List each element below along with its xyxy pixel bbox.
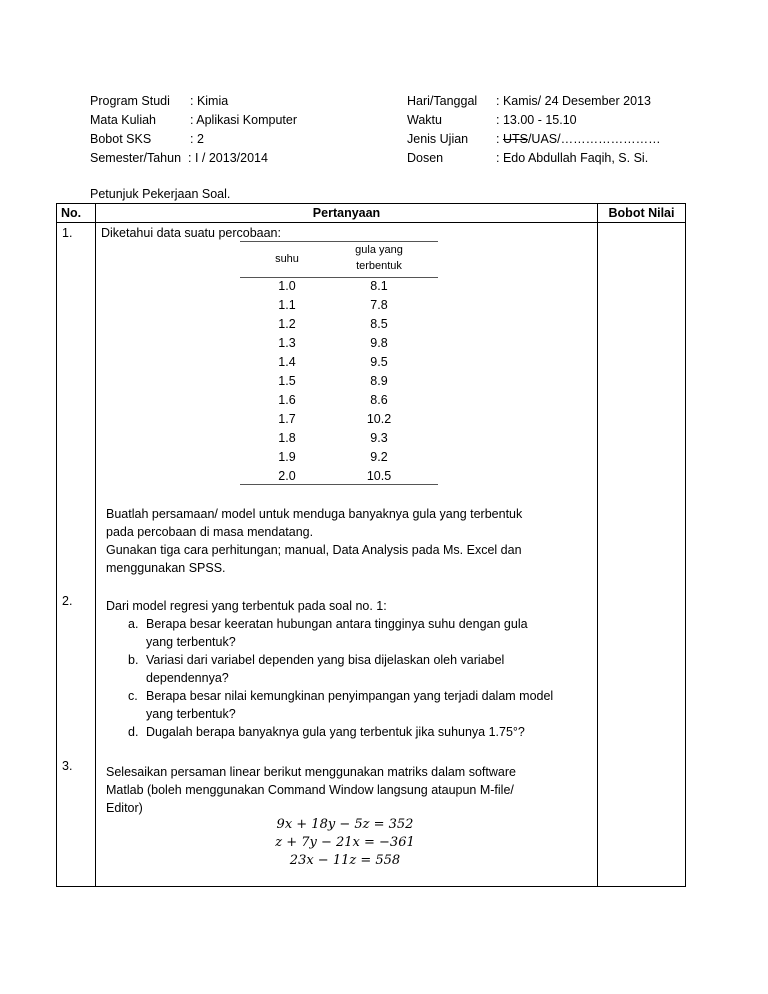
header-value: : 2 bbox=[190, 132, 204, 146]
data-header-gula: gula yang bbox=[355, 244, 403, 256]
question-number: 2. bbox=[62, 594, 73, 608]
question-text: pada percobaan di masa mendatang. bbox=[106, 525, 314, 539]
table-col-divider bbox=[597, 203, 598, 887]
header-value: : Aplikasi Komputer bbox=[190, 113, 297, 127]
equation: z + 7y − 21x = −361 bbox=[275, 835, 415, 850]
data-cell: 8.9 bbox=[370, 374, 388, 388]
question-number: 3. bbox=[62, 759, 73, 773]
header-label: Semester/Tahun bbox=[90, 151, 182, 165]
list-letter: a. bbox=[128, 617, 139, 631]
equation: 9x + 18y − 5z = 352 bbox=[276, 817, 414, 832]
column-header-no: No. bbox=[61, 206, 82, 220]
header-label: Waktu bbox=[407, 113, 442, 127]
list-letter: d. bbox=[128, 725, 139, 739]
question-text: Dari model regresi yang terbentuk pada soal no. 1: bbox=[106, 599, 387, 613]
question-text: Gunakan tiga cara perhitungan; manual, Data Analysis pada Ms. Excel dan bbox=[106, 543, 522, 557]
header-label: Mata Kuliah bbox=[90, 113, 157, 127]
data-cell: 1.7 bbox=[278, 412, 296, 426]
data-cell: 1.9 bbox=[278, 450, 296, 464]
question-number: 1. bbox=[62, 226, 73, 240]
data-cell: 1.8 bbox=[278, 431, 296, 445]
header-value: : Kamis/ 24 Desember 2013 bbox=[496, 94, 651, 108]
question-text: Selesaikan persaman linear berikut menggunakan matriks dalam software bbox=[106, 765, 516, 779]
list-letter: c. bbox=[128, 689, 138, 703]
data-cell: 1.1 bbox=[278, 298, 296, 312]
data-cell: 1.4 bbox=[278, 355, 296, 369]
column-header-question: Pertanyaan bbox=[312, 206, 381, 220]
strikethrough-text: UTS bbox=[502, 132, 528, 146]
header-value: : UTS/UAS/…………………… bbox=[496, 132, 661, 146]
data-cell: 8.1 bbox=[370, 279, 388, 293]
data-table-rule bbox=[240, 484, 438, 485]
data-cell: 8.5 bbox=[370, 317, 388, 331]
table-header-divider bbox=[56, 222, 686, 223]
data-cell: 1.2 bbox=[278, 317, 296, 331]
question-text: Editor) bbox=[106, 801, 143, 815]
header-value: : Edo Abdullah Faqih, S. Si. bbox=[496, 151, 649, 165]
data-table-rule bbox=[240, 277, 438, 278]
instructions: Petunjuk Pekerjaan Soal. bbox=[90, 187, 231, 201]
list-letter: b. bbox=[128, 653, 139, 667]
equation: 23x − 11z = 558 bbox=[289, 853, 401, 868]
table-border-top bbox=[56, 203, 686, 204]
list-item: yang terbentuk? bbox=[146, 707, 236, 721]
data-cell: 10.5 bbox=[366, 469, 392, 483]
data-cell: 9.3 bbox=[370, 431, 388, 445]
question-text: menggunakan SPSS. bbox=[106, 561, 226, 575]
data-cell: 8.6 bbox=[370, 393, 388, 407]
header-label: Jenis Ujian bbox=[407, 132, 469, 146]
header-value: : Kimia bbox=[190, 94, 229, 108]
list-item: dependennya? bbox=[146, 671, 229, 685]
data-cell: 9.8 bbox=[370, 336, 388, 350]
data-cell: 1.5 bbox=[278, 374, 296, 388]
list-item: yang terbentuk? bbox=[146, 635, 236, 649]
data-cell: 2.0 bbox=[278, 469, 296, 483]
header-value: : 13.00 - 15.10 bbox=[496, 113, 577, 127]
header-label: Hari/Tanggal bbox=[407, 94, 478, 108]
header-label: Program Studi bbox=[90, 94, 170, 108]
data-header-suhu: suhu bbox=[275, 253, 299, 265]
table-col-divider bbox=[95, 203, 96, 887]
data-cell: 1.0 bbox=[278, 279, 296, 293]
question-text: Diketahui data suatu percobaan: bbox=[101, 226, 281, 240]
data-cell: 9.5 bbox=[370, 355, 388, 369]
header-value: : I / 2013/2014 bbox=[188, 151, 268, 165]
data-header-gula: terbentuk bbox=[356, 260, 402, 272]
question-text: Buatlah persamaan/ model untuk menduga banyaknya gula yang terbentuk bbox=[106, 507, 523, 521]
table-border-right bbox=[685, 203, 686, 887]
data-cell: 10.2 bbox=[366, 412, 392, 426]
table-border-left bbox=[56, 203, 57, 887]
list-item: Berapa besar keeratan hubungan antara tingginya suhu dengan gula bbox=[146, 617, 528, 631]
data-cell: 9.2 bbox=[370, 450, 388, 464]
list-item: Dugalah berapa banyaknya gula yang terbentuk jika suhunya 1.75°? bbox=[146, 725, 525, 739]
column-header-weight: Bobot Nilai bbox=[608, 206, 675, 220]
question-text: Matlab (boleh menggunakan Command Window langsung ataupun M-file/ bbox=[106, 783, 514, 797]
header-label: Bobot SKS bbox=[90, 132, 152, 146]
table-border-bottom bbox=[56, 886, 686, 887]
header-label: Dosen bbox=[407, 151, 444, 165]
data-cell: 7.8 bbox=[370, 298, 388, 312]
data-cell: 1.3 bbox=[278, 336, 296, 350]
list-item: Berapa besar nilai kemungkinan penyimpangan yang terjadi dalam model bbox=[146, 689, 554, 703]
list-item: Variasi dari variabel dependen yang bisa dijelaskan oleh variabel bbox=[146, 653, 505, 667]
data-table-rule bbox=[240, 241, 438, 242]
data-cell: 1.6 bbox=[278, 393, 296, 407]
